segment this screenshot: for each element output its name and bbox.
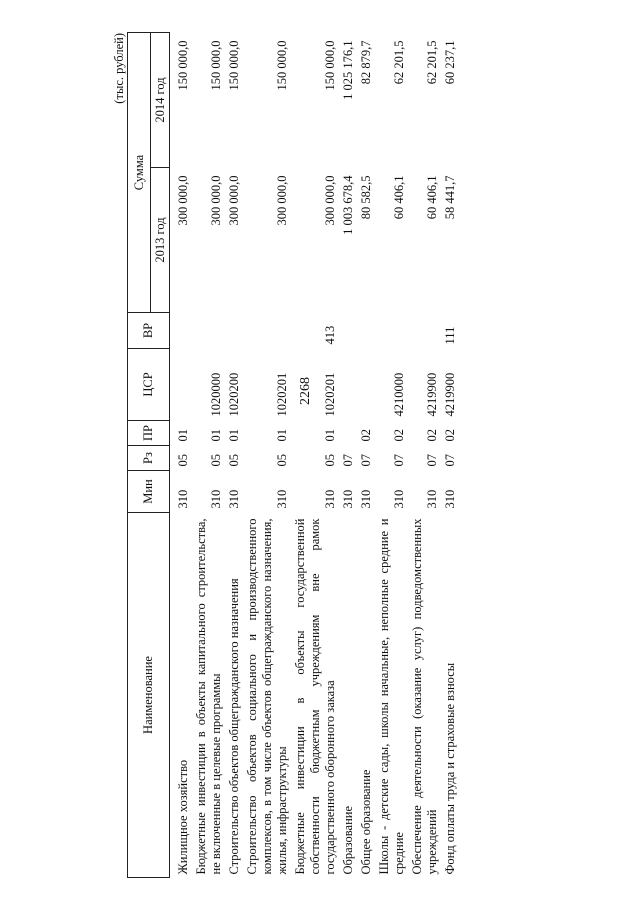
row-min: 310 — [227, 489, 241, 509]
row-rz: 07 — [392, 454, 406, 467]
header-pr: ПР — [128, 421, 170, 446]
row-2013: 60 406,1 — [425, 175, 439, 220]
row-2013: 58 441,7 — [443, 175, 457, 220]
row-csr: 4219900 — [443, 372, 457, 417]
header-name: Наименование — [128, 513, 170, 878]
budget-table — [127, 32, 461, 878]
row-name: Общее образование — [359, 769, 373, 875]
row-vr — [377, 313, 410, 349]
row-2014: 150 000,0 — [227, 40, 241, 91]
row-2013: 300 000,0 — [176, 175, 190, 226]
row-vr — [341, 313, 359, 349]
row-pr: 02 — [443, 429, 457, 442]
row-vr — [245, 313, 293, 349]
row-min: 310 — [359, 489, 373, 509]
row-2013: 300 000,0 — [275, 175, 289, 226]
row-pr: 01 — [227, 429, 241, 442]
row-name: Образование — [341, 805, 355, 875]
header-rz: Рз — [128, 446, 170, 471]
row-pr: 02 — [392, 429, 406, 442]
row-csr — [359, 349, 377, 421]
row-name: Строительство объектов общегражданского назначения — [227, 578, 241, 875]
row-min: 310 — [176, 489, 190, 509]
page-number: 2268 — [298, 377, 313, 405]
table-row — [443, 33, 461, 878]
row-2014: 60 237,1 — [443, 40, 457, 85]
row-csr: 1020200 — [227, 372, 241, 417]
row-csr — [341, 349, 359, 421]
row-pr: 02 — [425, 429, 439, 442]
row-2013: 60 406,1 — [392, 175, 406, 220]
row-csr — [170, 349, 195, 421]
header-vr: ВР — [128, 313, 170, 349]
row-vr — [194, 313, 227, 349]
row-rz: 05 — [323, 454, 337, 467]
row-csr: 4219900 — [425, 372, 439, 417]
header-min: Мин — [128, 471, 170, 513]
row-pr: 01 — [275, 429, 289, 442]
row-rz: 07 — [341, 454, 355, 467]
row-2013: 300 000,0 — [209, 175, 223, 226]
row-2014: 150 000,0 — [323, 40, 337, 91]
row-name: Обеспечение деятельности (оказание услуг) подведомственных учреждений — [410, 518, 439, 875]
row-csr: 1020201 — [275, 372, 289, 417]
table-row — [410, 33, 443, 878]
row-rz: 07 — [359, 454, 373, 467]
row-2013: 300 000,0 — [227, 175, 241, 226]
row-vr — [359, 313, 377, 349]
row-2013: 300 000,0 — [323, 175, 337, 226]
row-name: Фонд оплаты труда и страховые взносы — [443, 662, 457, 875]
row-2014: 62 201,5 — [392, 40, 406, 85]
row-pr — [341, 421, 359, 446]
row-rz: 05 — [275, 454, 289, 467]
row-rz: 05 — [176, 454, 190, 467]
row-2013: 80 582,5 — [359, 175, 373, 220]
row-2014: 1 025 176,1 — [341, 40, 355, 100]
row-rz: 07 — [443, 454, 457, 467]
row-csr: 1020201 — [323, 372, 337, 417]
table-row — [359, 33, 377, 878]
header-2014: 2014 год — [151, 33, 170, 168]
row-min: 310 — [392, 489, 406, 509]
row-rz: 07 — [425, 454, 439, 467]
row-2014: 62 201,5 — [425, 40, 439, 85]
row-vr — [227, 313, 245, 349]
row-min: 310 — [443, 489, 457, 509]
row-min: 310 — [323, 489, 337, 509]
units-label: (тыс. рублей) — [112, 33, 126, 104]
row-rz: 05 — [209, 454, 223, 467]
row-vr — [410, 313, 443, 349]
row-csr: 1020000 — [209, 372, 223, 417]
row-name: Школы - детские сады, школы начальные, неполные средние и средние — [377, 518, 406, 875]
header-sum: Сумма — [128, 33, 151, 313]
table-row — [194, 33, 227, 878]
row-name: Строительство объектов социального и производственного комплексов, в том числе объектов общегражданского назначения, жилья, инфраструктуры — [245, 518, 289, 875]
row-min: 310 — [275, 489, 289, 509]
row-2014: 82 879,7 — [359, 40, 373, 85]
table-row — [341, 33, 359, 878]
row-csr: 4210000 — [392, 372, 406, 417]
row-pr: 01 — [323, 429, 337, 442]
table-row — [245, 33, 293, 878]
table-row — [377, 33, 410, 878]
row-pr: 01 — [176, 429, 190, 442]
row-rz: 05 — [227, 454, 241, 467]
header-2013: 2013 год — [151, 168, 170, 313]
row-2014: 150 000,0 — [209, 40, 223, 91]
row-pr: 02 — [359, 429, 373, 442]
table-row — [170, 33, 195, 878]
row-pr: 01 — [209, 429, 223, 442]
row-vr — [170, 313, 195, 349]
table-row — [227, 33, 245, 878]
row-2014: 150 000,0 — [176, 40, 190, 91]
header-csr: ЦСР — [128, 349, 170, 421]
row-name: Бюджетные инвестиции в объекты капитального строительства, не включенные в целевые программы — [194, 518, 223, 875]
row-vr: 111 — [443, 326, 457, 345]
row-name: Жилищное хозяйство — [176, 759, 190, 875]
row-min: 310 — [425, 489, 439, 509]
row-vr: 413 — [323, 325, 337, 345]
row-2013: 1 003 678,4 — [341, 175, 355, 235]
row-min: 310 — [209, 489, 223, 509]
row-2014: 150 000,0 — [275, 40, 289, 91]
table-row — [293, 33, 341, 878]
row-min: 310 — [341, 489, 355, 509]
row-name: Бюджетные инвестиции в объекты государственной собственности бюджетным учреждениям вне рамок государственного оборонного заказа — [293, 518, 337, 875]
rotated-page-content — [112, 33, 640, 878]
